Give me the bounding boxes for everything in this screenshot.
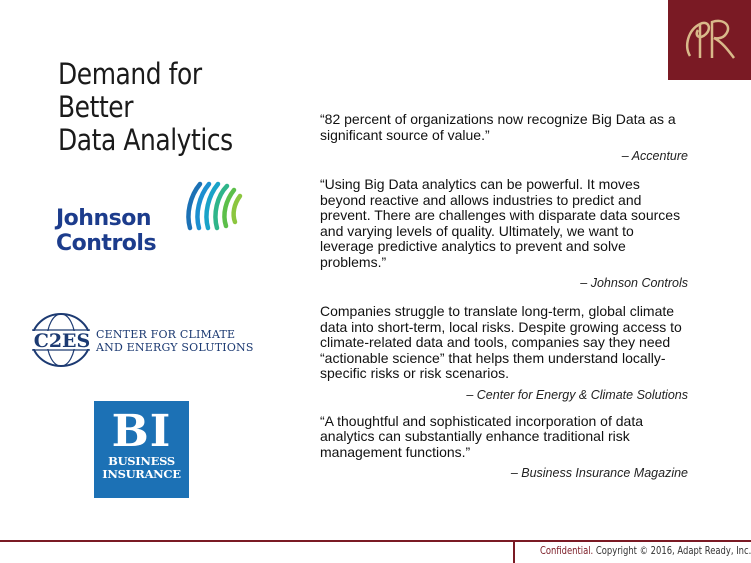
c2es-badge-text: C2ES bbox=[33, 330, 91, 352]
johnson-controls-wordmark bbox=[56, 206, 156, 256]
bi-line-1: BUSINESS bbox=[108, 454, 175, 468]
quote-block-accenture bbox=[320, 112, 688, 163]
brand-logo-box bbox=[668, 0, 751, 80]
quote-attribution: – Center for Energy & Climate Solutions bbox=[466, 387, 688, 402]
quote-text: Companies struggle to translate long-term, global climate data into short-term, local risks. Despite growing access to climate-related data and tools, companies say they need “actionable science” that helps them understand locally-specific risks or risk scenarios. bbox=[320, 303, 682, 381]
quote-attribution: – Johnson Controls bbox=[580, 276, 688, 290]
quote-block-johnson-controls bbox=[320, 177, 688, 290]
quote-attribution: – Business Insurance Magazine bbox=[510, 466, 688, 480]
footer-copyright-text: Copyright © 2016, Adapt Ready, Inc. bbox=[595, 545, 751, 557]
page-title-line-2: Data Analytics bbox=[58, 123, 233, 157]
footer-confidential-label: Confidential. bbox=[540, 545, 594, 557]
quotes-column bbox=[320, 112, 688, 480]
quote-text: “A thoughtful and sophisticated incorporation of data analytics can substantially enhance traditional risk management functions.” bbox=[320, 412, 643, 460]
c2es-line-1: CENTER FOR CLIMATE bbox=[96, 328, 236, 341]
footer-divider bbox=[0, 540, 751, 542]
page-title-line-1: Demand for Better bbox=[58, 57, 202, 124]
johnson-controls-logo bbox=[56, 178, 256, 268]
quote-block-c2es bbox=[320, 304, 688, 402]
c2es-logo bbox=[30, 312, 260, 368]
johnson-controls-swoosh-icon bbox=[182, 178, 244, 234]
footer-copyright bbox=[540, 545, 751, 557]
bi-monogram: BI bbox=[111, 406, 172, 457]
bi-line-2: INSURANCE bbox=[102, 467, 181, 481]
business-insurance-logo bbox=[94, 401, 189, 498]
johnson-controls-line-2: Controls bbox=[56, 231, 157, 256]
quote-text: “82 percent of organizations now recognize Big Data as a significant source of value.” bbox=[320, 111, 676, 143]
page-title bbox=[58, 58, 282, 157]
johnson-controls-line-1: Johnson bbox=[56, 206, 151, 231]
footer-divider-tick bbox=[513, 540, 515, 563]
quote-text: “Using Big Data analytics can be powerful. It moves beyond reactive and allows industries to predict and prevent. There are challenges with disparate data sources and varying levels of quality. Ultimately, we want to leverage predictive analytics to prevent and solve problems.” bbox=[320, 176, 681, 270]
quote-block-business-insurance bbox=[320, 414, 688, 481]
adapt-ready-monogram-icon bbox=[680, 12, 738, 68]
c2es-line-2: AND ENERGY SOLUTIONS bbox=[96, 341, 254, 354]
c2es-globe-badge-icon bbox=[30, 312, 96, 368]
c2es-wordmark bbox=[96, 328, 254, 354]
quote-attribution: – Accenture bbox=[621, 149, 688, 163]
